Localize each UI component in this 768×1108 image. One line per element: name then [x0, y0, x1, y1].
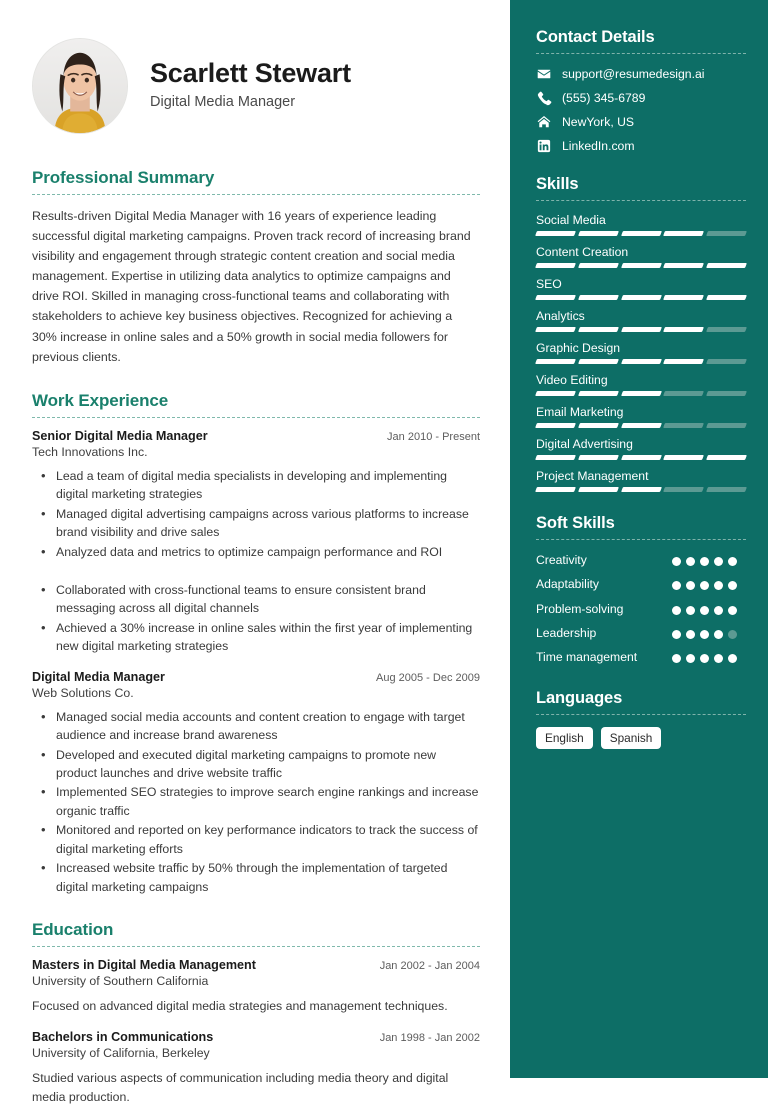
skill-item — [536, 373, 746, 396]
skill-segment — [621, 231, 662, 236]
soft-skill-item — [536, 625, 746, 642]
avatar — [32, 38, 128, 134]
job-date: Aug 2005 - Dec 2009 — [376, 671, 480, 684]
school-name: University of California, Berkeley — [32, 1046, 210, 1061]
contact-value: (555) 345-6789 — [562, 90, 646, 105]
list-item: • Collaborated with cross-functional teams to ensure consistent brand messaging across all digital channels — [54, 581, 480, 618]
home-icon — [536, 114, 551, 129]
skill-segment — [706, 327, 747, 332]
skill-name: Video Editing — [536, 373, 608, 387]
name-block — [150, 58, 351, 113]
summary-text: Results-driven Digital Media Manager with 16 years of experience leading successful digital marketing campaigns. Proven track record of increasing brand visibility and engagement through strategic content creation and social media management. Expertise in utilizing data analytics to optimize campaigns and drive ROI. Skilled in managing cross-functional teams and collaborating with stakeholders to achieve key business objectives. Recognized for achieving a 30% increase in online sales and a 50% growth in social media followers for previous clients. — [32, 209, 471, 364]
skill-level-bar — [536, 359, 746, 364]
sidebar — [510, 0, 768, 1078]
rating-dot — [728, 606, 737, 615]
resume-header — [32, 28, 480, 144]
skill-segment — [663, 455, 704, 460]
skill-segment — [578, 455, 619, 460]
skill-segment — [621, 295, 662, 300]
job-bullets-continued — [32, 581, 480, 656]
section-professional-summary — [32, 168, 480, 367]
skill-level-bar — [536, 231, 746, 236]
skill-level-bar — [536, 487, 746, 492]
rating-dot — [714, 654, 723, 663]
list-item: • Implemented SEO strategies to improve search engine rankings and increase organic traffic — [54, 783, 480, 820]
phone-icon — [536, 90, 551, 105]
rating-dot — [672, 654, 681, 663]
degree-date: Jan 1998 - Jan 2002 — [379, 1032, 480, 1045]
skill-segment — [621, 263, 662, 268]
section-work-experience — [32, 391, 480, 896]
rating-dot — [728, 630, 737, 639]
skill-item — [536, 341, 746, 364]
rating-dot — [714, 606, 723, 615]
skill-segment — [663, 487, 704, 492]
sidebar-divider — [536, 714, 746, 715]
contact-item-email[interactable] — [536, 66, 746, 81]
rating-dot — [686, 630, 695, 639]
rating-dot — [686, 606, 695, 615]
person-portrait-photo-icon — [33, 39, 127, 133]
rating-dot — [700, 557, 709, 566]
education-entry — [32, 958, 480, 1016]
skill-segment — [621, 455, 662, 460]
sidebar-divider — [536, 200, 746, 201]
sidebar-section-title: Soft Skills — [536, 514, 615, 532]
skill-segment — [535, 487, 576, 492]
skill-segment — [578, 295, 619, 300]
rating-dot — [686, 557, 695, 566]
sidebar-section-title: Languages — [536, 688, 623, 707]
job-bullets — [32, 708, 480, 896]
list-item: • Increased website traffic by 50% through the implementation of targeted digital marketing campaigns — [54, 859, 480, 896]
list-item: • Achieved a 30% increase in online sales within the first year of implementing new digital marketing strategies — [54, 619, 480, 656]
language-chip: English — [536, 727, 593, 750]
contact-value: LinkedIn.com — [562, 138, 635, 153]
skill-level-bar — [536, 263, 746, 268]
skill-item — [536, 437, 746, 460]
section-title: Education — [32, 920, 114, 940]
job-company: Tech Innovations Inc. — [32, 444, 148, 459]
skill-name: Project Management — [536, 469, 649, 483]
skill-name: Email Marketing — [536, 405, 624, 419]
skill-segment — [535, 455, 576, 460]
list-item: • Managed digital advertising campaigns across various platforms to increase brand visibility and drive sales — [54, 505, 480, 542]
soft-skill-name: Problem-solving — [536, 601, 624, 616]
section-title: Professional Summary — [32, 168, 215, 187]
skill-segment — [706, 423, 747, 428]
skill-segment — [578, 423, 619, 428]
sidebar-section-languages — [536, 689, 746, 750]
skill-name: Digital Advertising — [536, 437, 633, 451]
skill-segment — [663, 263, 704, 268]
contact-item-phone[interactable] — [536, 90, 746, 105]
skills-list — [536, 213, 746, 492]
school-name: University of Southern California — [32, 974, 209, 989]
skill-segment — [578, 487, 619, 492]
skill-segment — [535, 327, 576, 332]
rating-dot — [700, 630, 709, 639]
skill-level-bar — [536, 295, 746, 300]
soft-skills-list — [536, 552, 746, 667]
soft-skill-name: Leadership — [536, 625, 597, 640]
section-divider — [32, 417, 480, 418]
list-item: • Managed social media accounts and content creation to engage with target audience and increase brand awareness — [54, 708, 480, 745]
degree-date: Jan 2002 - Jan 2004 — [379, 960, 480, 973]
degree-title: Bachelors in Communications — [32, 1030, 214, 1045]
skill-level-bar — [536, 327, 746, 332]
rating-dot — [728, 654, 737, 663]
skill-segment — [578, 231, 619, 236]
work-entry — [32, 670, 480, 896]
list-item: • Analyzed data and metrics to optimize campaign performance and ROI — [54, 543, 480, 561]
skill-segment — [578, 359, 619, 364]
job-title: Digital Media Manager — [32, 669, 165, 684]
soft-skill-item — [536, 552, 746, 569]
skill-segment — [706, 295, 747, 300]
skill-level-bar — [536, 455, 746, 460]
skill-name: Content Creation — [536, 245, 629, 259]
rating-dot — [700, 581, 709, 590]
skill-level-bar — [536, 391, 746, 396]
candidate-role: Digital Media Manager — [150, 93, 296, 110]
rating-dot — [672, 557, 681, 566]
sidebar-divider — [536, 53, 746, 54]
soft-skill-item — [536, 576, 746, 593]
soft-skill-rating — [672, 601, 746, 615]
skill-name: Social Media — [536, 213, 606, 227]
skill-item — [536, 405, 746, 428]
skill-segment — [706, 455, 747, 460]
rating-dot — [672, 581, 681, 590]
soft-skill-name: Creativity — [536, 553, 587, 567]
soft-skill-rating — [672, 552, 746, 566]
skill-item — [536, 469, 746, 492]
list-item: • Developed and executed digital marketing campaigns to promote new product launches and drive website traffic — [54, 746, 480, 783]
section-divider — [32, 946, 480, 947]
contact-value: NewYork, US — [562, 114, 635, 129]
skill-segment — [578, 391, 619, 396]
skill-segment — [535, 423, 576, 428]
skill-segment — [706, 231, 747, 236]
rating-dot — [672, 630, 681, 639]
skill-segment — [706, 391, 747, 396]
skill-segment — [535, 231, 576, 236]
job-company: Web Solutions Co. — [32, 685, 134, 700]
skill-segment — [621, 359, 662, 364]
skill-item — [536, 309, 746, 332]
skill-segment — [535, 359, 576, 364]
skill-segment — [578, 263, 619, 268]
soft-skill-item — [536, 649, 746, 666]
list-item: • Monitored and reported on key performance indicators to track the success of digital marketing efforts — [54, 821, 480, 858]
education-entries — [32, 958, 480, 1108]
rating-dot — [714, 557, 723, 566]
sidebar-divider — [536, 539, 746, 540]
skill-item — [536, 213, 746, 236]
languages-list — [536, 727, 746, 750]
skill-name: Analytics — [536, 309, 585, 323]
sidebar-section-title: Skills — [536, 175, 579, 193]
work-entry — [32, 429, 480, 656]
skill-item — [536, 245, 746, 268]
soft-skill-item — [536, 601, 746, 618]
skill-segment — [663, 359, 704, 364]
degree-title: Masters in Digital Media Management — [32, 958, 256, 973]
skill-segment — [663, 423, 704, 428]
rating-dot — [700, 606, 709, 615]
contact-value: support@resumedesign.ai — [562, 66, 705, 81]
section-education — [32, 920, 480, 1108]
skill-segment — [706, 263, 747, 268]
skill-segment — [706, 487, 747, 492]
skill-segment — [663, 231, 704, 236]
skill-segment — [535, 263, 576, 268]
rating-dot — [714, 630, 723, 639]
rating-dot — [672, 606, 681, 615]
envelope-icon — [536, 66, 551, 81]
rating-dot — [728, 557, 737, 566]
sidebar-section-title: Contact Details — [536, 28, 655, 46]
skill-segment — [663, 295, 704, 300]
work-entries — [32, 429, 480, 896]
skill-segment — [663, 327, 704, 332]
skill-level-bar — [536, 423, 746, 428]
contact-item-location[interactable] — [536, 114, 746, 129]
job-date: Jan 2010 - Present — [387, 430, 480, 443]
section-divider — [32, 194, 480, 195]
skill-item — [536, 277, 746, 300]
soft-skill-rating — [672, 625, 746, 639]
rating-dot — [728, 581, 737, 590]
skill-name: Graphic Design — [536, 341, 620, 355]
education-entry — [32, 1030, 480, 1107]
sidebar-section-soft-skills — [536, 514, 746, 667]
skill-segment — [621, 423, 662, 428]
skill-segment — [621, 391, 662, 396]
sidebar-section-contact — [536, 28, 746, 153]
job-title: Senior Digital Media Manager — [32, 428, 208, 443]
skill-segment — [535, 295, 576, 300]
skill-segment — [621, 487, 662, 492]
language-chip: Spanish — [601, 727, 662, 750]
degree-description: Studied various aspects of communication including media theory and digital media production. — [32, 1071, 449, 1105]
rating-dot — [700, 654, 709, 663]
section-title: Work Experience — [32, 390, 169, 410]
candidate-name: Scarlett Stewart — [150, 58, 351, 89]
skill-segment — [663, 391, 704, 396]
rating-dot — [686, 581, 695, 590]
linkedin-icon — [536, 138, 551, 153]
rating-dot — [686, 654, 695, 663]
skill-name: SEO — [536, 277, 562, 291]
soft-skill-name: Time management — [536, 650, 638, 665]
skill-segment — [578, 327, 619, 332]
contact-item-linkedin[interactable] — [536, 138, 746, 153]
spacer — [32, 562, 480, 573]
skill-segment — [621, 327, 662, 332]
skill-segment — [535, 391, 576, 396]
soft-skill-rating — [672, 649, 746, 663]
job-bullets — [32, 467, 480, 561]
sidebar-section-skills — [536, 175, 746, 492]
list-item: • Lead a team of digital media specialists in developing and implementing digital marketing strategies — [54, 467, 480, 504]
soft-skill-rating — [672, 576, 746, 590]
contact-list — [536, 66, 746, 153]
degree-description: Focused on advanced digital media strategies and management techniques. — [32, 999, 448, 1014]
soft-skill-name: Adaptability — [536, 577, 600, 592]
skill-segment — [706, 359, 747, 364]
rating-dot — [714, 581, 723, 590]
